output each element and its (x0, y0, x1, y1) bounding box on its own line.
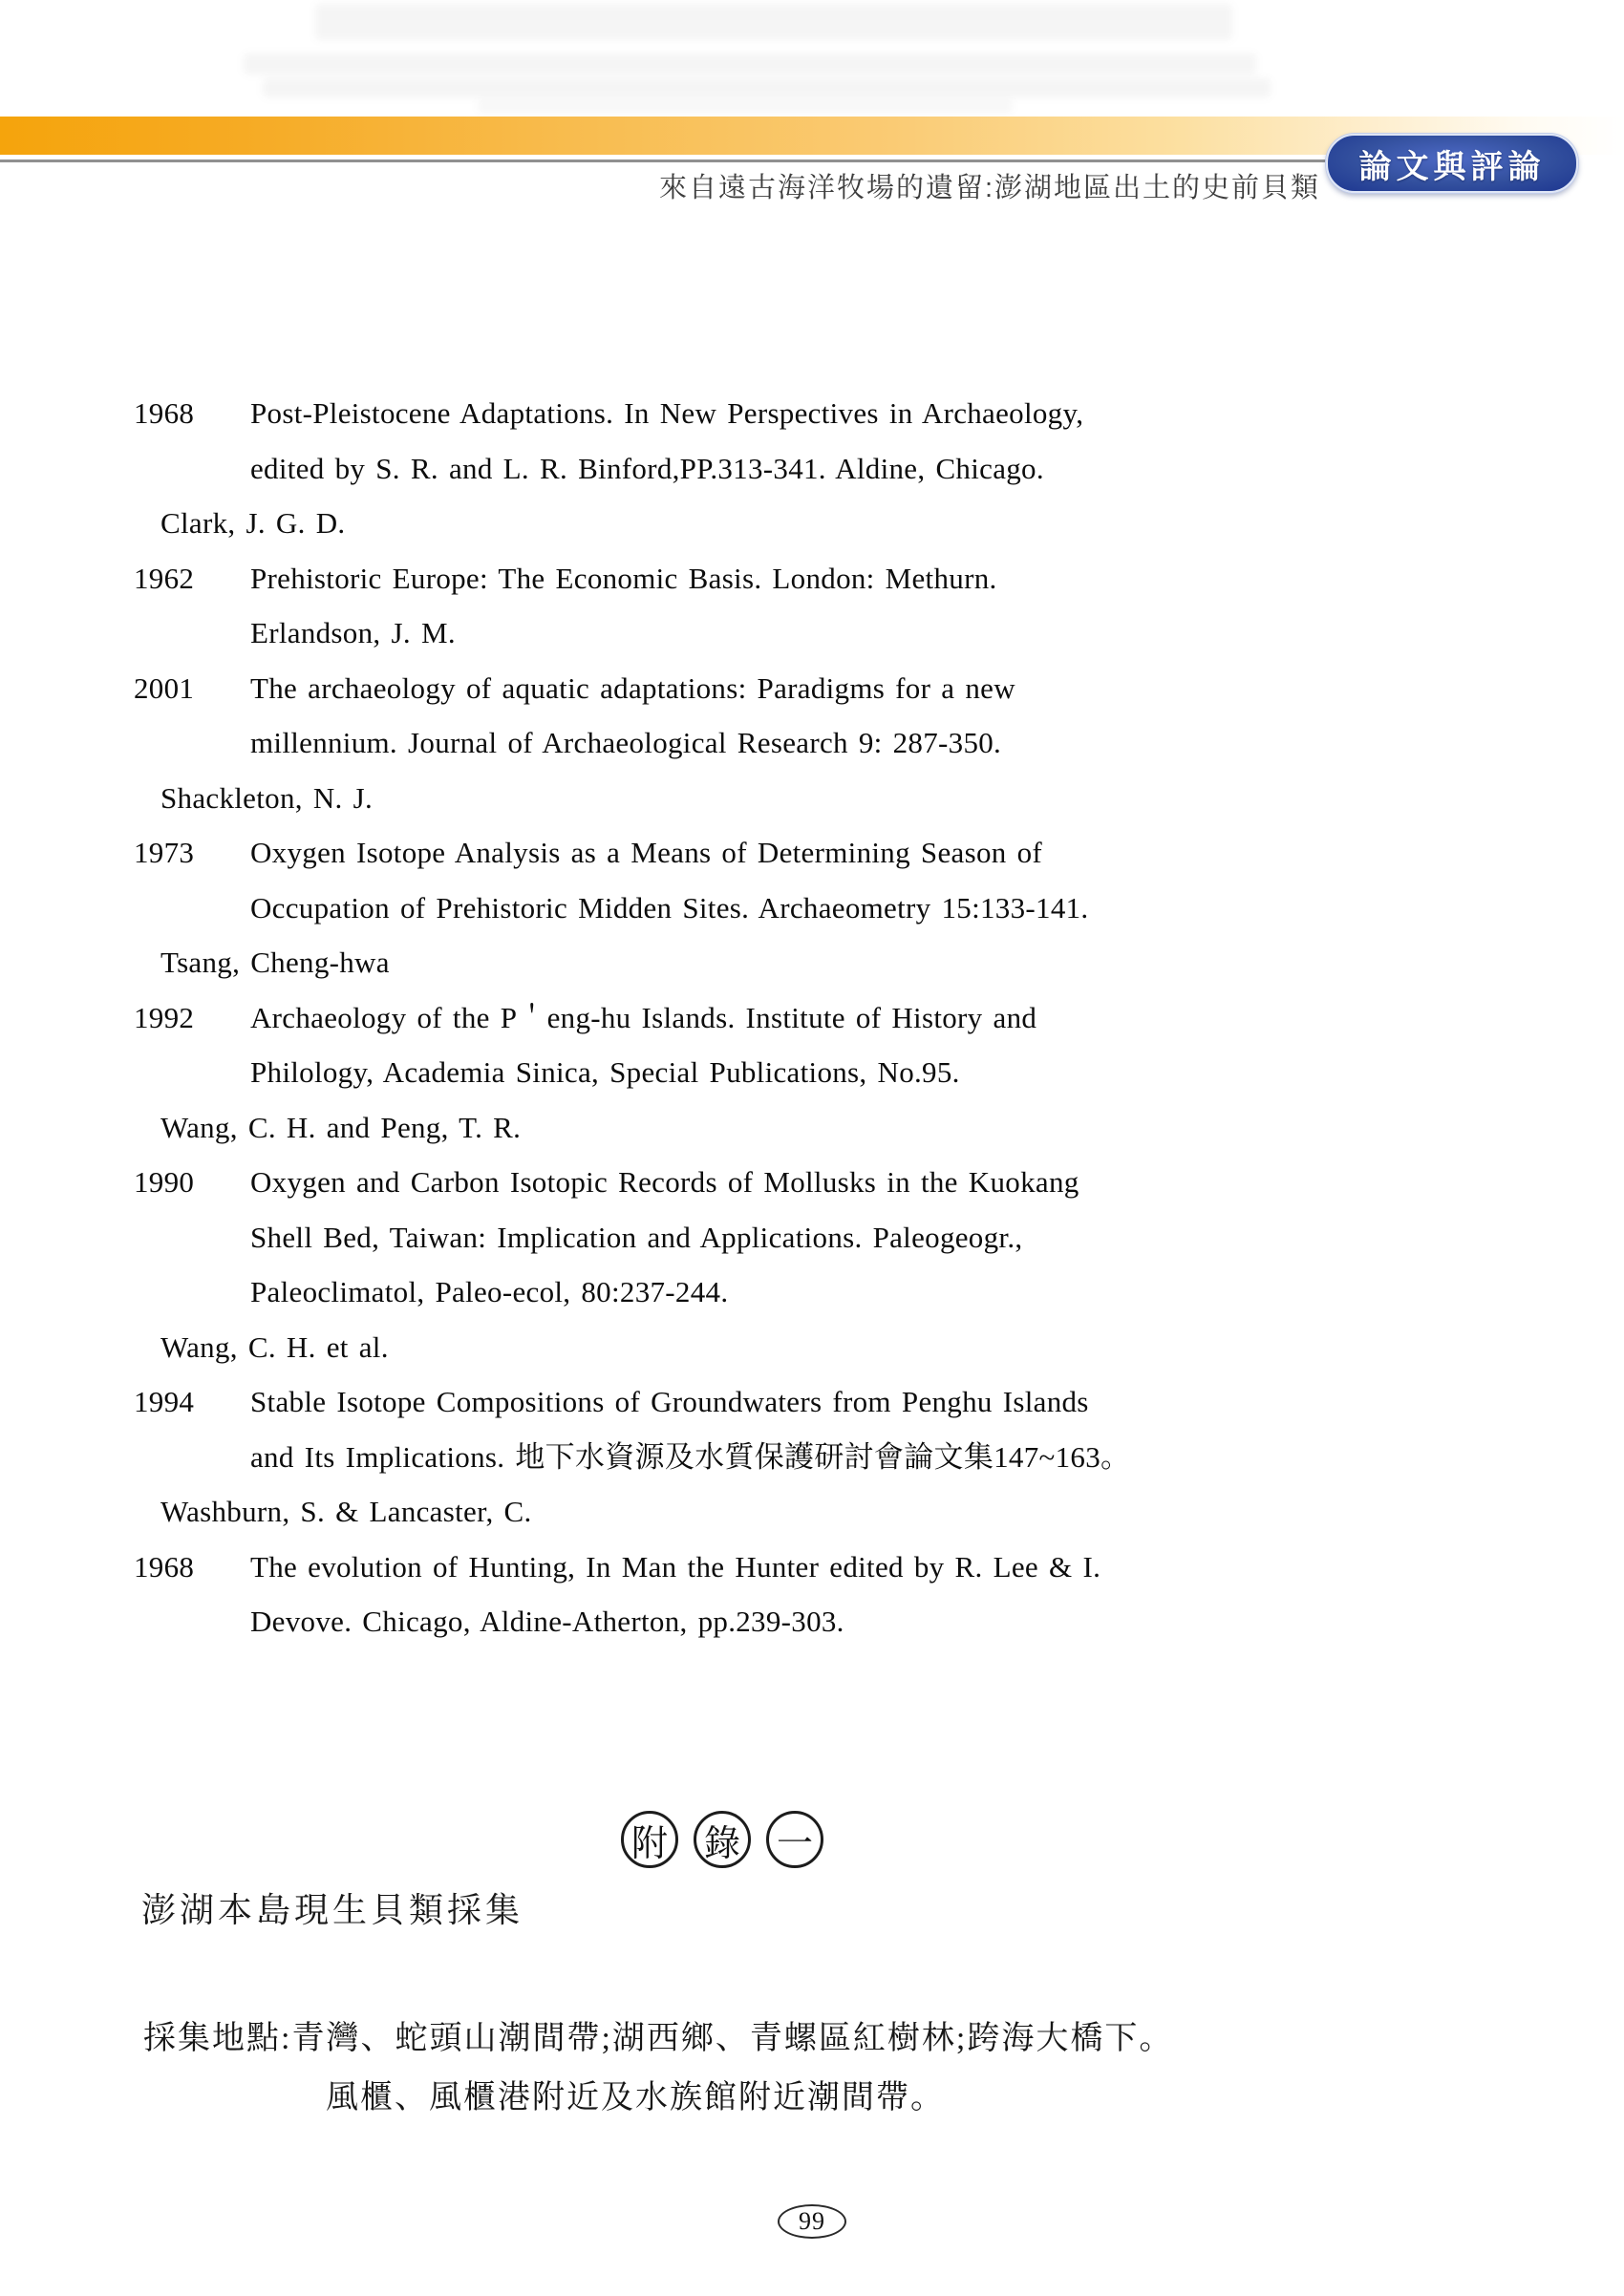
bib-author: Wang, C. H. et al. (160, 1329, 389, 1364)
bib-author: Erlandson, J. M. (250, 616, 456, 649)
bib-entry-line (0, 386, 1624, 441)
bib-author-line (0, 935, 1624, 990)
bib-year: 2001 (134, 670, 195, 705)
bib-author: Tsang, Cheng-hwa (160, 946, 390, 979)
bib-author-line (0, 771, 1624, 826)
bib-text: The evolution of Hunting, In Man the Hunter edited by R. Lee & I. (250, 1549, 1101, 1584)
bib-text: edited by S. R. and L. R. Binford,PP.313-341. Aldine, Chicago. (250, 451, 1044, 485)
running-title: 來自遠古海洋牧場的遺留:澎湖地區出土的史前貝類 (658, 173, 1320, 203)
bib-text: Post-Pleistocene Adaptations. In New Perspectives in Archaeology, (250, 396, 1084, 430)
bib-text: Devove. Chicago, Aldine-Atherton, pp.239-303. (250, 1605, 844, 1638)
bib-year: 1994 (134, 1385, 195, 1418)
bib-year: 1962 (134, 561, 195, 595)
collection-line-2: 風櫃、風櫃港附近及水族館附近潮間帶。 (326, 2080, 945, 2115)
bleedthrough-smudge (315, 4, 1232, 40)
bib-year: 1968 (134, 396, 195, 430)
bib-text: Stable Isotope Compositions of Groundwaters from Penghu Islands (250, 1385, 1089, 1418)
bib-text: Prehistoric Europe: The Economic Basis. London: Methurn. (250, 561, 997, 595)
circled-char: 一 (766, 1811, 823, 1868)
bib-text: Oxygen Isotope Analysis as a Means of Determining Season of (250, 836, 1043, 869)
appendix-marker (621, 1811, 823, 1868)
bib-author: Washburn, S. & Lancaster, C. (160, 1495, 532, 1528)
bib-year: 1992 (134, 1000, 195, 1034)
bib-continuation-line (0, 441, 1624, 497)
bib-year: 1968 (134, 1549, 195, 1584)
bib-author: Shackleton, N. J. (160, 780, 374, 815)
page-number-oval (778, 2204, 846, 2239)
circled-char: 附 (621, 1811, 678, 1868)
section-badge-label: 論文與評論 (1358, 148, 1546, 185)
bleedthrough-smudge (263, 78, 1271, 97)
bib-text: Paleoclimatol, Paleo-ecol, 80:237-244. (250, 1275, 729, 1308)
bib-continuation-line (0, 881, 1624, 936)
bib-entry-line (0, 551, 1624, 606)
collection-line-1 (143, 2011, 1173, 2058)
collection-label: 採集地點: (143, 2021, 292, 2056)
bib-entry-line (0, 1374, 1624, 1430)
bib-author-line (0, 1484, 1624, 1540)
bib-author: Wang, C. H. and Peng, T. R. (160, 1110, 522, 1144)
bibliography (0, 386, 1624, 1649)
bib-year: 1973 (134, 836, 195, 869)
bib-text: and Its Implications. 地下水資源及水質保護研討會論文集147~163。 (250, 1439, 1131, 1474)
bib-text: Occupation of Prehistoric Midden Sites. Archaeometry 15:133-141. (250, 890, 1089, 925)
bib-entry-line (0, 990, 1624, 1046)
collection-text: 青灣、蛇頭山潮間帶;湖西鄉、青螺區紅樹林;跨海大橋下。 (291, 2021, 1174, 2056)
page-number: 99 (799, 2207, 825, 2235)
bib-text: millennium. Journal of Archaeological Research 9: 287-350. (250, 726, 1002, 759)
bib-entry-line (0, 661, 1624, 716)
bib-author-line (0, 1320, 1624, 1375)
bib-continuation-line (0, 1430, 1624, 1485)
bib-continuation-line (0, 1210, 1624, 1265)
bib-entry-line (0, 1540, 1624, 1595)
bib-author-line (0, 1100, 1624, 1156)
bib-author-line (0, 496, 1624, 551)
circled-char: 錄 (694, 1811, 751, 1868)
appendix-heading: 澎湖本島現生貝類採集 (141, 1891, 524, 1929)
bib-text: Philology, Academia Sinica, Special Publications, No.95. (250, 1055, 960, 1089)
bib-text: Shell Bed, Taiwan: Implication and Applications. Paleogeogr., (250, 1220, 1023, 1254)
bib-text: Archaeology of the P＇eng-hu Islands. Institute of History and (250, 1000, 1037, 1034)
bib-continuation-line (0, 1265, 1624, 1320)
bleedthrough-smudge (244, 53, 1256, 74)
bleedthrough-smudge (478, 99, 1013, 113)
bib-entry-line (0, 825, 1624, 881)
bib-author: Clark, J. G. D. (160, 506, 346, 540)
bib-author-line (0, 606, 1624, 661)
bib-text: Oxygen and Carbon Isotopic Records of Mollusks in the Kuokang (250, 1165, 1079, 1199)
bib-text: The archaeology of aquatic adaptations: Paradigms for a new (250, 670, 1015, 705)
bib-continuation-line (0, 715, 1624, 771)
bib-year: 1990 (134, 1165, 195, 1199)
section-badge (1326, 134, 1578, 193)
bib-continuation-line (0, 1045, 1624, 1100)
header-rule (0, 159, 1395, 162)
bib-continuation-line (0, 1594, 1624, 1649)
bib-entry-line (0, 1155, 1624, 1210)
